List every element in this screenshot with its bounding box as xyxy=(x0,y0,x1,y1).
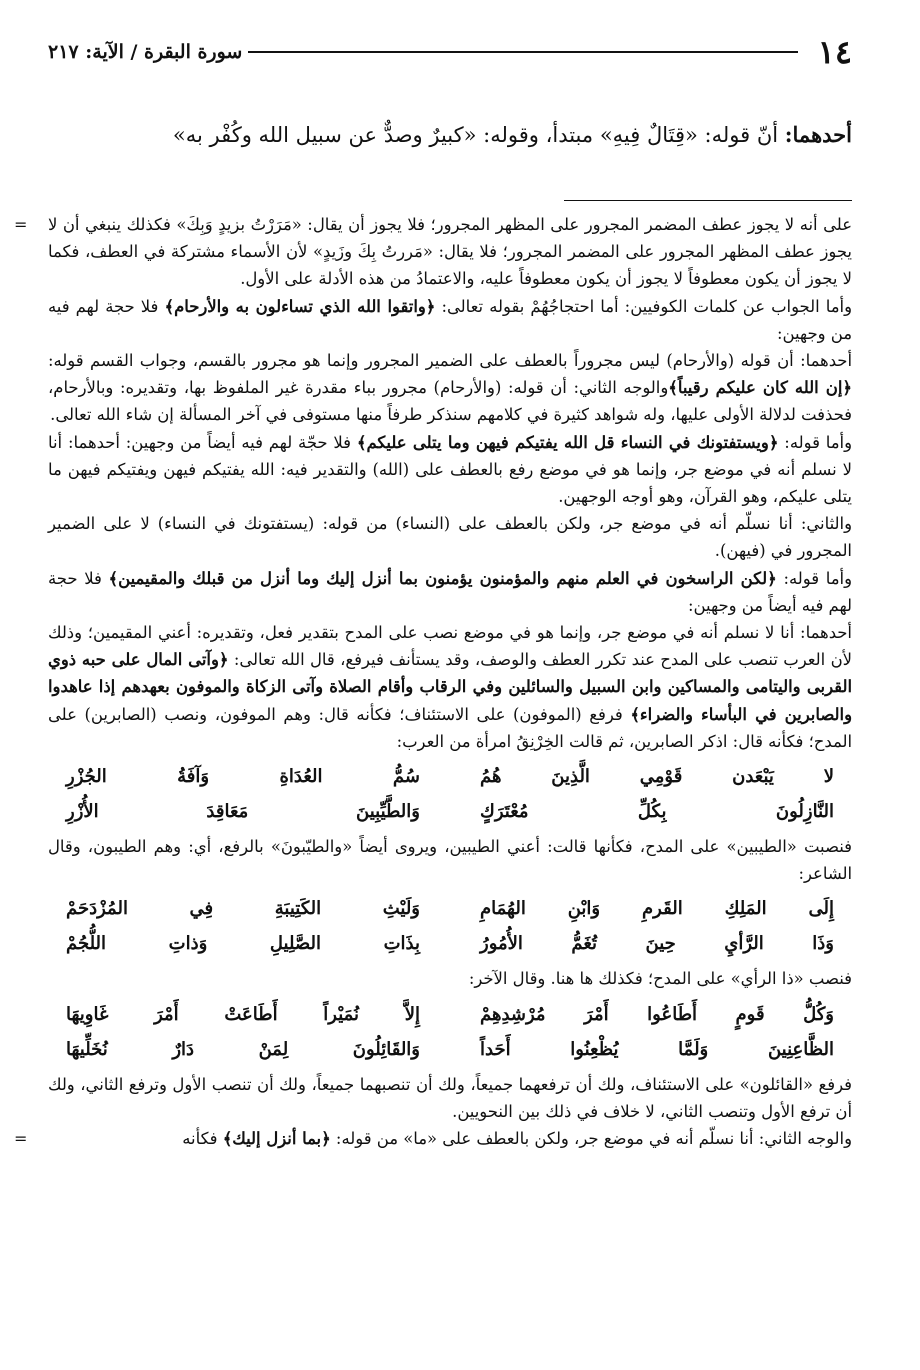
paragraph-text: والوجه الثاني: أنا نسلّم أنه في موضع جر، ولكن بالعطف على «ما» من قوله: xyxy=(330,1129,852,1149)
verse-hemistich: إِلَى المَلِكِ القَرمِ وَابْنِ الهُمَامِ xyxy=(480,898,834,920)
paragraph-text: فلا حجة لهم فيه أيضاً من وجهين: xyxy=(48,568,852,615)
footnote-paragraph: على أنه لا يجوز عطف المضمر المجرور على المظهر المجرور؛ فلا يجوز أن يقال: «مَرَرْتُ بزيدٍ وَبِكَ» فكذلك ينبغي أن لا يجوز عطف المظهر المجرور على المضمر المجرور؛ فلا يقال: «مَررتُ بِكَ وزَيدٍ» لأن الأسماء مشتركة في العطف، فكما لا يجوز أن يكون معطوفاً لا يجوز أن يكون معطوفاً عليه، والاعتمادُ من هذه الأدلة على الأول. xyxy=(48,215,852,289)
verse-hemistich: الظَّاعِنِينَ وَلَمَّا يُظْعِنُوا أَحَداً xyxy=(480,1038,834,1060)
main-label: أحدهما: xyxy=(784,122,852,147)
verse-hemistich: بِذَاتِ الصَّلِيلِ وَذاتِ اللُّجُمْ xyxy=(66,933,420,955)
footnote-paragraph: فنصب «ذا الرأي» على المدح؛ فكذلك ها هنا. وقال الآخر: xyxy=(468,969,852,989)
verse-hemistich: النَّازِلُونَ بِكُلِّ مُعْتَرَكٍ xyxy=(480,801,834,823)
page-number: ١٤ xyxy=(817,33,852,71)
verse-hemistich: وَلَيْثِ الكَتِيبَةِ فِي المُزْدَحَمْ xyxy=(66,898,420,920)
verse-hemistich: وَالقَائِلُونَ لِمَنْ دَارٌ نُخَلِّيهَا xyxy=(66,1038,420,1060)
surah-title: سورة البقرة / الآية: ٢١٧ xyxy=(48,41,243,63)
verse-hemistich: وَكُلُّ قَومٍ أَطَاعُوا أَمْرَ مُرْشِدِهِمْ xyxy=(480,1003,834,1025)
quran-quote: ﴿واتقوا الله الذي تساءلون به والأرحام﴾ xyxy=(164,296,436,316)
verse-hemistich: سُمُّ العُدَاةِ وَآفَةُ الجُزْرِ xyxy=(66,766,420,788)
footnote-paragraph xyxy=(48,565,852,619)
paragraph-text: وأما الجواب عن كلمات الكوفيين: أما احتجاجُهُمْ بقوله تعالى: xyxy=(435,296,852,316)
footnote-paragraph xyxy=(48,347,852,429)
poem-verses xyxy=(48,891,852,961)
paragraph-text: وأما قوله: xyxy=(776,568,852,588)
footnote-paragraph xyxy=(48,429,852,511)
continuation-mark-end: = xyxy=(14,1129,28,1149)
paragraph-text: والوجه الثاني: أن قوله: (والأرحام) مجرور بباء مقدرة غير الملفوظ بها، وتقديره: وبالأرحام، فحذفت لدلالة الأولى عليها، وله شواهد كثيرة في كلامهم سنذكر طرفاً منها مستوفى في آخر المسألة إن شاء الله تعالى. xyxy=(48,378,852,425)
poem-verses xyxy=(48,997,852,1067)
paragraph-text: أحدهما: أن قوله (والأرحام) ليس مجروراً بالعطف على الضمير المجرور وإنما هو مجرور بالقسم، وجواب القسم قوله: xyxy=(48,351,852,371)
quran-quote: ﴿وآتى المال على حبه ذوي القربى واليتامى والمساكين وابن السبيل والسائلين وفي الرقاب وأقام الصلاة وآتى الزكاة والموفون بعهدهم إذا عاهدوا والصابرين في البأساء والضراء﴾ xyxy=(48,650,852,724)
quran-quote: ﴿بما أنزل إليك﴾ xyxy=(222,1129,331,1149)
paragraph-text: فكأنه xyxy=(182,1129,223,1149)
verse-hemistich: وَالطَّيِّبِينَ مَعَاقِدَ الأُزْرِ xyxy=(66,801,420,823)
verse-hemistich: وَذَا الرَّأيِ حِينَ تُغَمُّ الأُمُورُ xyxy=(480,933,834,955)
paragraph-text: وأما قوله: xyxy=(778,432,852,452)
poem-verses xyxy=(48,759,852,829)
footnote-paragraph xyxy=(48,619,852,755)
verse-hemistich: لا يَبْعَدن قَوْمِي الَّذِينَ هُمُ xyxy=(480,766,834,788)
footnote-separator xyxy=(564,200,852,201)
footnote xyxy=(14,211,853,1152)
footnote-paragraph: فرفع «القائلون» على الاستئناف، ولك أن ترفعهما جميعاً، ولك أن تنصبهما جميعاً، ولك أن تنصب الأول وترفع الثاني، ولك أن ترفع الأول وتنصب الثاني، لا خلاف في ذلك بين النحويين. xyxy=(48,1074,852,1121)
verse-hemistich: إِلاَّ نُمَيْراً أَطَاعَتْ أَمْرَ غَاوِيهَا xyxy=(66,1003,420,1025)
main-sentence: أنّ قوله: «قِتَالٌ فِيهِ» مبتدأ، وقوله: «كبيرٌ وصدٌّ عن سبيل الله وكُفْر به» xyxy=(172,123,779,147)
footnote-paragraph: والثاني: أنا نسلّم أنه في موضع جر، ولكن بالعطف على (النساء) من قوله: (يستفتونك في النساء) لا على الضمير المجرور في (فيهن). xyxy=(48,514,852,561)
paragraph-text: فرفع (الموفون) على الاستئناف؛ فكأنه قال: وهم الموفون، ونصب (الصابرين) على المدح؛ فكأنه قال: اذكر الصابرين، ثم قالت الخِرْنِقُ امرأة من العرب: xyxy=(48,704,852,751)
quran-quote: ﴿إن الله كان عليكم رقيباً﴾ xyxy=(668,378,853,398)
footnote-paragraph xyxy=(48,1125,852,1152)
paragraph-text: فلا حجّة لهم فيه أيضاً من وجهين: أحدهما: أنا لا نسلم أنه في موضع جر، وإنما هو في موضع رفع بالعطف على (الله) والتقدير فيه: الله يفتيكم فيهن ويفتيكم فيهن ما يتلى عليكم، وهو القرآن، وهو أوجه الوجهين. xyxy=(48,432,852,507)
page-header xyxy=(48,30,852,74)
quran-quote: ﴿ويستفتونك في النساء قل الله يفتيكم فيهن وما يتلى عليكم﴾ xyxy=(356,432,779,452)
paragraph-text: أحدهما: أنا لا نسلم أنه في موضع جر، وإنما هو في موضع نصب على المدح بتقدير فعل، وتقديره: أعني المقيمين؛ وذلك لأن العرب تنصب على المدح عند تكرر العطف والوصف، وقد يستأنف فيرفع، قال الله تعالى: xyxy=(48,623,852,670)
continuation-mark: = xyxy=(14,215,28,234)
paragraph-text: فلا حجة لهم فيه من وجهين: xyxy=(48,296,852,343)
quran-quote: ﴿لكن الراسخون في العلم منهم والمؤمنون يؤمنون بما أنزل إليك وما أنزل من قبلك والمقيمين﴾ xyxy=(108,568,777,588)
footnote-paragraph xyxy=(48,293,852,347)
main-text xyxy=(48,118,852,152)
footnote-paragraph: فنصبت «الطيبين» على المدح، فكأنها قالت: أعني الطيبين، ويروى أيضاً «والطيّبونَ» بالرفع، أي: وهم الطيبون، وقال الشاعر: xyxy=(48,837,852,884)
header-rule xyxy=(248,51,797,53)
